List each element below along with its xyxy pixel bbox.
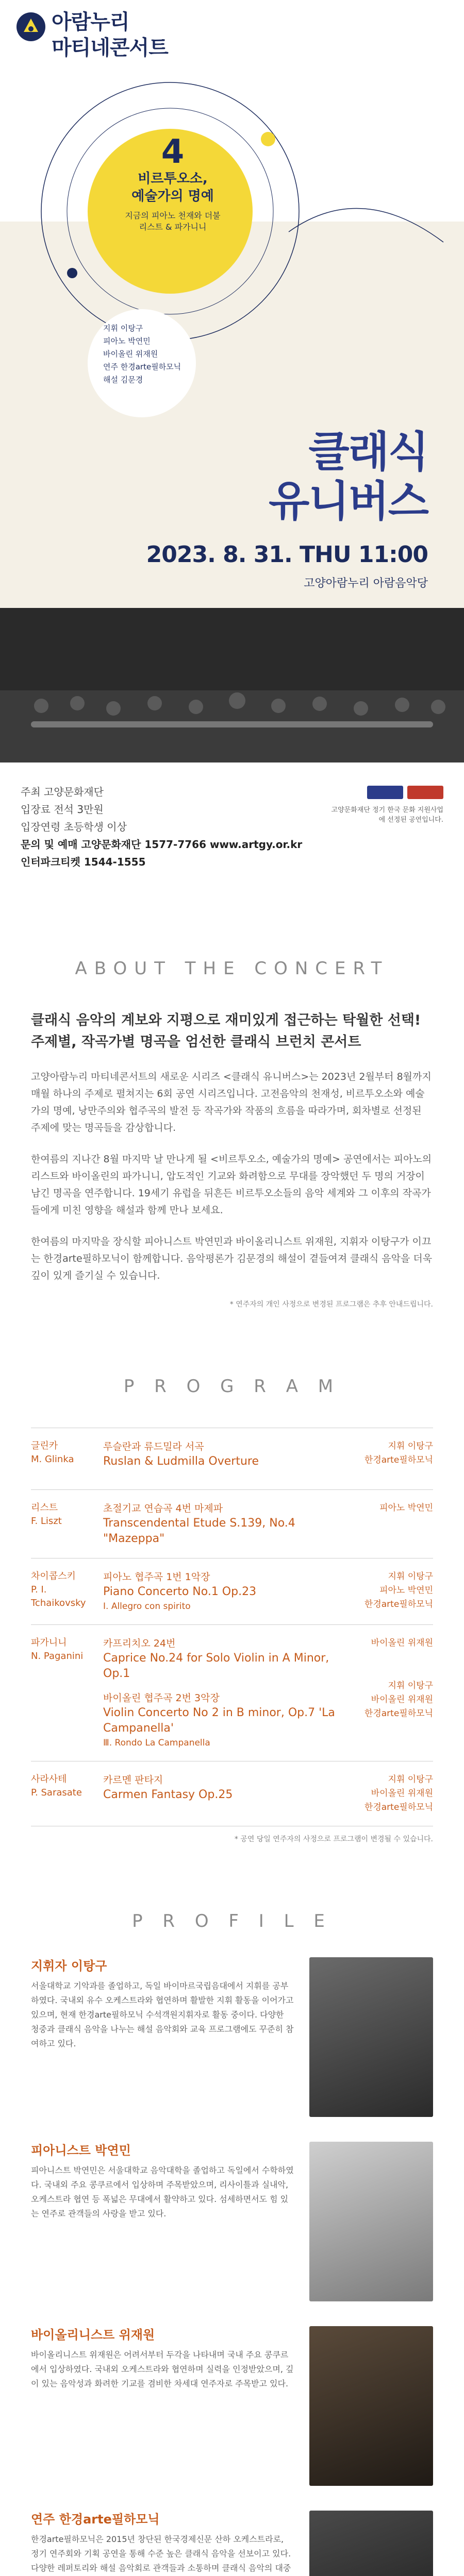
- series-title: [52, 9, 168, 61]
- work-title-kr: 초절기교 연습곡 4번 마제파: [103, 1503, 223, 1514]
- info-contact-interpark[interactable]: 인터파크티켓 1544-1555: [21, 856, 146, 868]
- violinist-photo: [309, 2326, 433, 2486]
- profile-role: 연주: [31, 2512, 55, 2527]
- composer-kr: 파가니니: [31, 1637, 67, 1648]
- sponsor-logo-foundation-icon: [367, 786, 403, 799]
- program-row: [31, 1624, 433, 1761]
- row-performer: 지휘 이탕구: [388, 1571, 433, 1582]
- work-title-kr: 카프리치오 24번: [103, 1638, 176, 1649]
- profile-name: [31, 2142, 294, 2159]
- composer-en: P. Sarasate: [31, 1787, 82, 1798]
- profile-role: 지휘자: [31, 1959, 67, 1973]
- composer: [31, 1501, 103, 1547]
- sponsor-logo-city-icon: [407, 786, 443, 799]
- work-title-kr: 피아노 협주곡 1번 1악장: [103, 1571, 210, 1583]
- work-title-kr: 카르멘 판타지: [103, 1774, 163, 1786]
- works: [103, 1570, 335, 1613]
- work: [103, 1636, 335, 1682]
- performer-commentator: 해설 김문경: [103, 375, 143, 384]
- works: [103, 1439, 335, 1478]
- program-heading: P R O G R A M: [123, 1376, 341, 1397]
- row-performer: 지휘 이탕구: [388, 1681, 433, 1691]
- profile-desc: 바이올리니스트 위재원은 어려서부터 두각을 나타내며 국내 주요 콩쿠르에서 입상하였다. 국내외 오케스트라와 협연하며 실력을 인정받았으며, 깊이 있는 음악성과 화려한 기교를 겸비한 차세대 연주자로 주목받고 있다.: [31, 2350, 294, 2388]
- row-performer: 한경arte필하모닉: [364, 1802, 433, 1812]
- work: [103, 1439, 335, 1469]
- sponsor-area: [325, 786, 443, 825]
- main-title: [269, 428, 428, 527]
- orchestra-photo-small: [309, 2511, 433, 2576]
- series-title-line2: 마티네콘서트: [52, 36, 168, 60]
- about-lead: 클래식 음악의 계보와 지평으로 재미있게 접근하는 탁월한 선택! 주제별, 작곡가별 명곡을 엄선한 클래식 브런치 콘서트: [31, 1012, 421, 1050]
- profile-item: [31, 2326, 433, 2486]
- row-performers: [335, 1439, 433, 1478]
- composer: [31, 1439, 103, 1478]
- program-row: [31, 1489, 433, 1558]
- work-title-kr: 바이올린 협주곡 2번 3악장: [103, 1692, 220, 1704]
- performer-conductor: 지휘 이탕구: [103, 324, 143, 333]
- info-host: 주최 고양문화재단: [21, 786, 104, 798]
- composer-kr: 차이콥스키: [31, 1571, 76, 1582]
- work: [103, 1501, 335, 1547]
- tagline-line2: 리스트 & 파가니니: [139, 222, 207, 232]
- works: [103, 1636, 335, 1750]
- program-row: [31, 1428, 433, 1489]
- about-body-3: 한여름의 마지막을 장식할 피아니스트 박연민과 바이올리니스트 위재원, 지휘자 이탕구가 이끄는 한경arte필하모닉이 함께합니다. 음악평론가 김문경의 해설이 곁들여져 클래식 음악을 더욱 깊이 있게 즐기실 수 있습니다.: [31, 1236, 433, 1281]
- work-title-en: Transcendental Etude S.139, No.4 "Mazeppa": [103, 1517, 295, 1545]
- info-age-limit: 입장연령 초등학생 이상: [21, 821, 127, 833]
- orchestra-photo: [0, 608, 464, 762]
- about-heading: ABOUT THE CONCERT: [75, 958, 389, 979]
- profile-role: 바이올리니스트: [31, 2328, 115, 2342]
- profile-desc: 한경arte필하모닉은 2015년 창단된 한국경제신문 산하 오케스트라로, 정기 연주회와 기획 공연을 통해 수준 높은 클래식 음악을 선보이고 있다. 다양한 레퍼토리와 해설 음악회로 관객들과 소통하며 클래식 음악의 대중: [31, 2534, 291, 2573]
- row-performer: 피아노 박연민: [379, 1585, 433, 1596]
- performer-violinist: 바이올린 위재원: [103, 349, 158, 359]
- program-note: * 공연 당일 연주자의 사정으로 프로그램이 변경될 수 있습니다.: [234, 1835, 433, 1843]
- composer-kr: 글린카: [31, 1440, 58, 1451]
- profile-role: 피아니스트: [31, 2143, 91, 2158]
- volume-number: 4: [161, 133, 185, 171]
- work-movement: Ⅰ. Allegro con spirito: [103, 1601, 191, 1612]
- program-row: [31, 1558, 433, 1624]
- profile-name: [31, 2511, 294, 2528]
- composer-en: P. I. Tchaikovsky: [31, 1584, 86, 1608]
- concert-venue: 고양아람누리 아람음악당: [304, 577, 428, 590]
- profile-person: 한경arte필하모닉: [59, 2512, 160, 2527]
- sponsor-note-line1: 고양문화재단 정기 한국 문화 지원사업: [331, 806, 443, 814]
- row-performer: 피아노 박연민: [379, 1503, 433, 1513]
- profile-person: 박연민: [95, 2143, 131, 2158]
- row-performers: [335, 1570, 433, 1613]
- series-title-line1: 아람누리: [52, 10, 129, 34]
- program-section: [0, 1350, 464, 1880]
- concert-info: [21, 783, 302, 871]
- composer-kr: 사라사테: [31, 1774, 67, 1785]
- composer-en: F. Liszt: [31, 1516, 62, 1527]
- work: [103, 1773, 335, 1803]
- about-note: * 연주자의 개인 사정으로 변경된 프로그램은 추후 안내드립니다.: [229, 1300, 433, 1309]
- profile-name: [31, 1957, 294, 1975]
- profile-heading: P R O F I L E: [132, 1911, 332, 1931]
- row-performers: [335, 1501, 433, 1547]
- profile-person: 위재원: [119, 2328, 155, 2342]
- performers-list: [103, 322, 186, 386]
- row-performer: 바이올린 위재원: [371, 1694, 433, 1705]
- performer-orchestra: 연주 한경arte필하모닉: [103, 362, 181, 371]
- info-bar: [0, 762, 464, 917]
- work-title-kr: 루슬란과 류드밀라 서곡: [103, 1441, 204, 1452]
- concert-subtitle-line1: 비르투오소,: [138, 171, 208, 187]
- program-row: [31, 1761, 433, 1826]
- work-title-en: Caprice No.24 for Solo Violin in A Minor, Op.1: [103, 1652, 329, 1680]
- composer-kr: 리스트: [31, 1502, 58, 1513]
- row-performer: 한경arte필하모닉: [364, 1455, 433, 1465]
- row-performers: [335, 1636, 433, 1750]
- conductor-photo: [309, 1957, 433, 2117]
- about-section: [0, 917, 464, 1350]
- composer: [31, 1570, 103, 1613]
- tagline-line1: 지금의 피아노 천재와 더불: [125, 211, 221, 221]
- pianist-photo: [309, 2142, 433, 2301]
- profile-item: [31, 2142, 433, 2301]
- about-body-2: 한여름의 지나간 8월 마지막 날 만나게 될 <비르투오소, 예술가의 명예> 공연에서는 피아노의 리스트와 바이올린의 파가니니, 압도적인 기교와 화려함으로 무대를 장악했던 두 명의 거장이 남긴 명곡을 연주합니다. 19세기 유럽을 뒤흔든 비르투오소들의 음악 세계와 그 이후의 작곡가들에게 미친 영향을 해설과 함께 만나 보세요.: [31, 1154, 432, 1216]
- row-performer: 한경arte필하모닉: [364, 1708, 433, 1719]
- main-title-line1: 클래식: [308, 428, 428, 477]
- works: [103, 1773, 335, 1815]
- about-body-1: 고양아람누리 마티네콘서트의 새로운 시리즈 <클래식 유니버스>는 2023년 2월부터 8월까지 매월 하나의 주제로 펼쳐지는 6회 공연 시리즈입니다. 고전음악의 천재성, 비르투오소와 예술가의 명예, 낭만주의와 협주곡의 발전 등 작곡가와 작품의 흐름을 따라가며, 회차별로 선정된 주제에 맞는 명곡들을 감상합니다.: [31, 1071, 432, 1133]
- row-performer: 바이올린 위재원: [371, 1638, 433, 1648]
- composer: [31, 1636, 103, 1750]
- row-performer: 바이올린 위재원: [371, 1788, 433, 1799]
- work-movement: Ⅲ. Rondo La Campanella: [103, 1738, 210, 1748]
- info-ticket-price: 입장료 전석 3만원: [21, 803, 104, 816]
- work-title-en: Carmen Fantasy Op.25: [103, 1788, 233, 1801]
- hero-banner: [0, 0, 464, 762]
- series-logo-icon: [15, 11, 46, 42]
- profile-name: [31, 2326, 294, 2344]
- work-title-en: Violin Concerto No 2 in B minor, Op.7 'La Campanella': [103, 1706, 335, 1735]
- work-title-en: Ruslan & Ludmilla Overture: [103, 1455, 259, 1468]
- sponsor-note-line2: 에 선정된 공연입니다.: [378, 816, 443, 824]
- row-performers: [335, 1773, 433, 1815]
- profile-section: [0, 1880, 464, 2576]
- profile-item: [31, 1957, 433, 2117]
- profile-item: [31, 2511, 433, 2576]
- title-circle-text: [103, 134, 242, 233]
- works: [103, 1501, 335, 1547]
- profile-person: 이탕구: [71, 1959, 107, 1973]
- profile-desc: 피아니스트 박연민은 서울대학교 음악대학을 졸업하고 독일에서 수학하였다. 국내외 주요 콩쿠르에서 입상하며 주목받았으며, 리사이틀과 실내악, 오케스트라 협연 등 폭넓은 무대에서 활약하고 있다. 섬세하면서도 힘 있는 연주로 관객들의 사랑을 받고 있다.: [31, 2165, 294, 2218]
- row-performer: 지휘 이탕구: [388, 1774, 433, 1785]
- info-contact[interactable]: 문의 및 예매 고양문화재단 1577-7766 www.artgy.or.kr: [21, 838, 303, 851]
- composer-en: N. Paganini: [31, 1651, 84, 1662]
- work-title-en: Piano Concerto No.1 Op.23: [103, 1585, 257, 1598]
- row-performer: 한경arte필하모닉: [364, 1599, 433, 1609]
- concert-date: 2023. 8. 31. THU 11:00: [146, 541, 428, 568]
- profile-desc: 서울대학교 기악과를 졸업하고, 독일 바이마르국립음대에서 지휘를 공부하였다. 국내외 유수 오케스트라와 협연하며 활발한 지휘 활동을 이어가고 있으며, 현재 한경arte필하모닉 수석객원지휘자로 활동 중이다. 다양한 청중과 클래식 음악을 나누는 해설 음악회와 교육 프로그램에도 꾸준히 참여하고 있다.: [31, 1981, 294, 2048]
- row-performer: 지휘 이탕구: [388, 1441, 433, 1451]
- main-title-line2: 유니버스: [269, 477, 428, 526]
- composer-en: M. Glinka: [31, 1454, 74, 1465]
- work: [103, 1691, 335, 1750]
- composer: [31, 1773, 103, 1815]
- performer-pianist: 피아노 박연민: [103, 336, 151, 346]
- work: [103, 1570, 335, 1613]
- concert-subtitle-line2: 예술가의 명예: [131, 189, 214, 204]
